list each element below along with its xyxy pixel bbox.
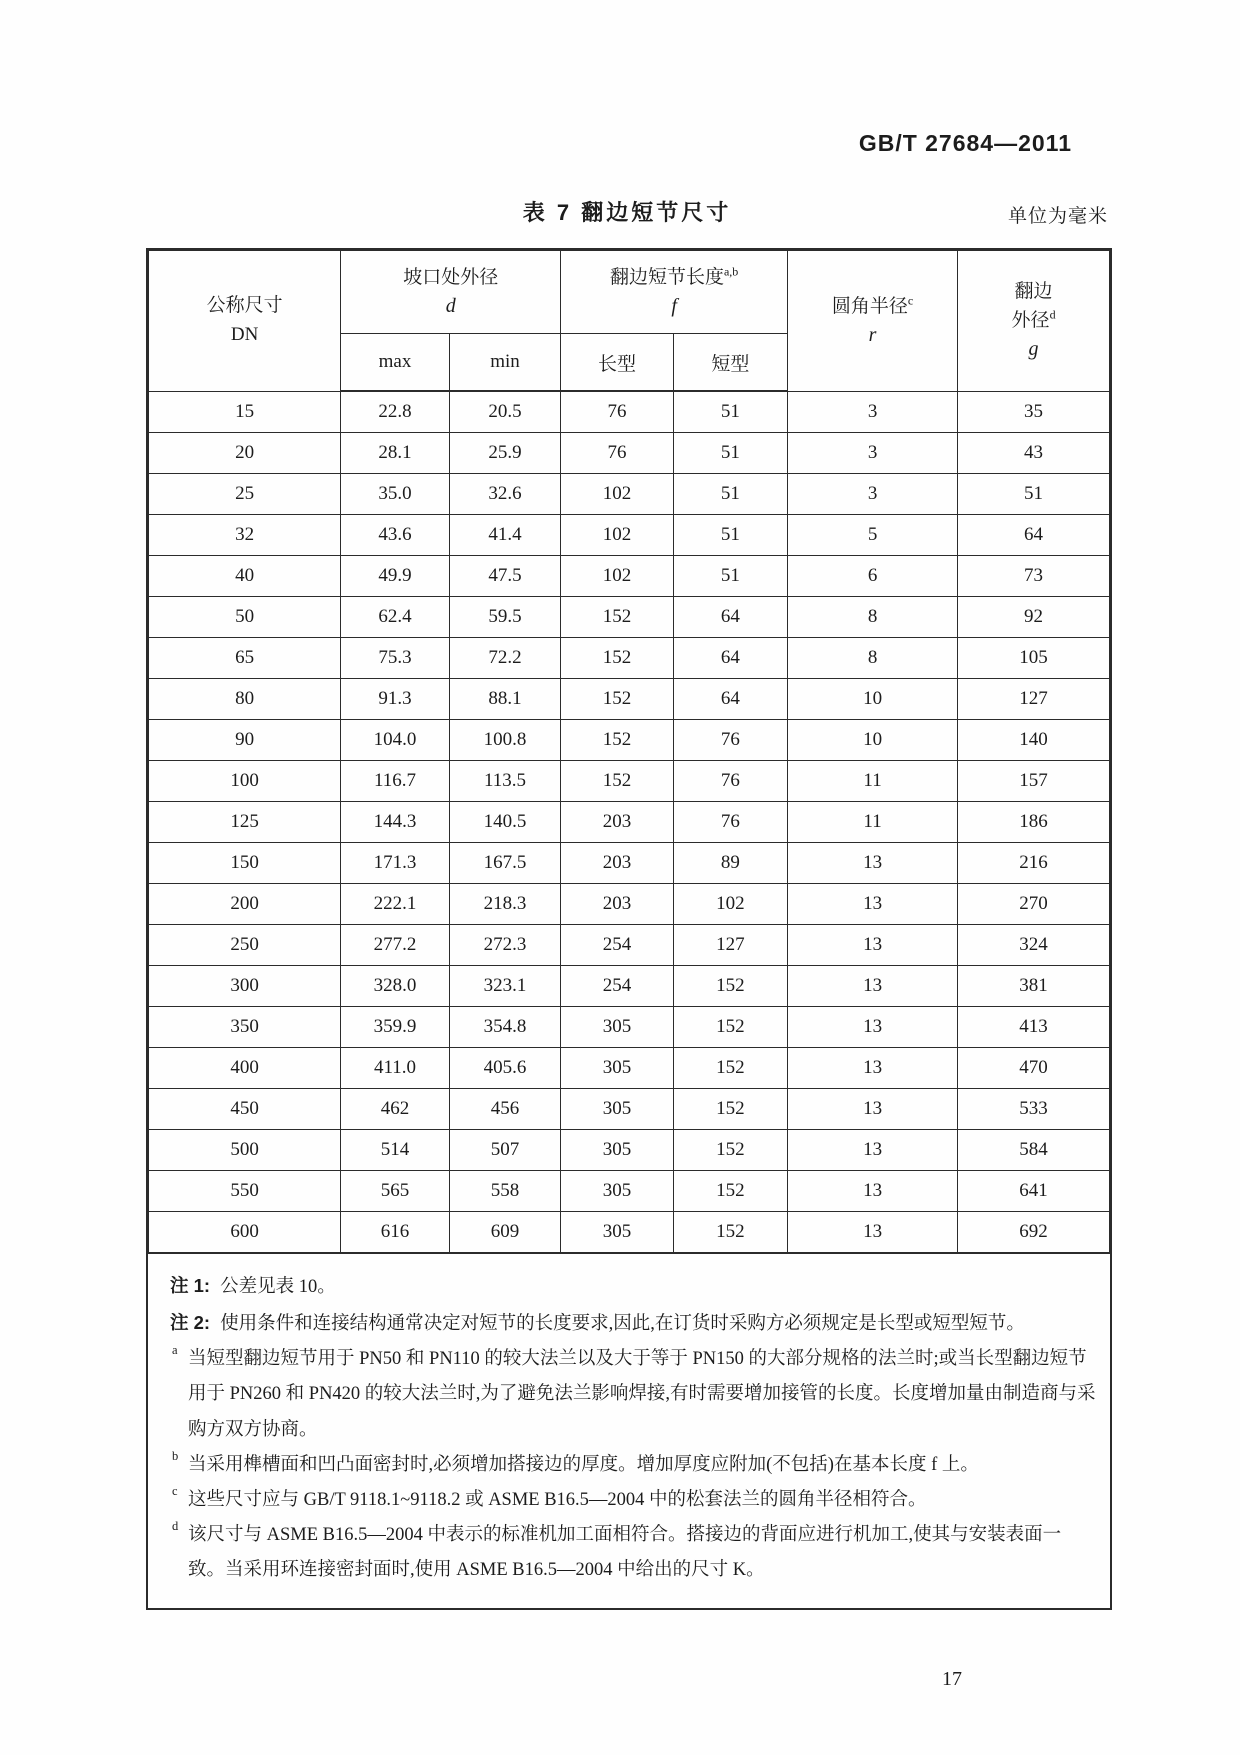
table-cell: 203 <box>561 802 673 843</box>
table-cell: 203 <box>561 884 673 925</box>
table-cell: 43.6 <box>341 515 450 556</box>
note-marker: d <box>172 1518 179 1533</box>
subheader-min: min <box>449 334 560 392</box>
table-cell: 91.3 <box>341 679 450 720</box>
table-cell: 405.6 <box>449 1048 560 1089</box>
table-cell: 113.5 <box>449 761 560 802</box>
table-row <box>149 1171 1110 1212</box>
table-cell: 305 <box>561 1007 673 1048</box>
table-row <box>149 884 1110 925</box>
table-cell: 10 <box>788 679 958 720</box>
table-cell: 47.5 <box>449 556 560 597</box>
table-cell: 51 <box>673 515 787 556</box>
table-cell: 323.1 <box>449 966 560 1007</box>
table-cell: 3 <box>788 433 958 474</box>
table-cell: 3 <box>788 391 958 433</box>
table-cell: 13 <box>788 1007 958 1048</box>
table-cell: 51 <box>673 474 787 515</box>
table-cell: 13 <box>788 1089 958 1130</box>
table-cell: 35 <box>958 391 1110 433</box>
table-row <box>149 474 1110 515</box>
table-cell: 324 <box>958 925 1110 966</box>
table-note <box>170 1518 1096 1588</box>
table-row <box>149 761 1110 802</box>
table-row <box>149 1048 1110 1089</box>
table-cell: 171.3 <box>341 843 450 884</box>
table-cell: 20 <box>149 433 341 474</box>
table-cell: 584 <box>958 1130 1110 1171</box>
col-header-groove-od: 坡口处外径 d <box>341 251 561 334</box>
table-cell: 254 <box>561 925 673 966</box>
footnote-ref-c: c <box>907 293 914 308</box>
table-cell: 152 <box>673 1007 787 1048</box>
subheader-max: max <box>341 334 450 392</box>
table-cell: 152 <box>673 966 787 1007</box>
table-cell: 456 <box>449 1089 560 1130</box>
table-cell: 277.2 <box>341 925 450 966</box>
table-cell: 10 <box>788 720 958 761</box>
table-cell: 152 <box>673 1089 787 1130</box>
table-cell: 328.0 <box>341 966 450 1007</box>
table-notes <box>148 1253 1110 1608</box>
table-cell: 462 <box>341 1089 450 1130</box>
table-header <box>149 251 1110 392</box>
table-cell: 558 <box>449 1171 560 1212</box>
table-cell: 152 <box>561 638 673 679</box>
table-cell: 203 <box>561 843 673 884</box>
table-cell: 254 <box>561 966 673 1007</box>
table-caption-row <box>146 196 1108 230</box>
table-cell: 305 <box>561 1130 673 1171</box>
table-cell: 152 <box>561 720 673 761</box>
table-row <box>149 720 1110 761</box>
note-marker: 注 2: <box>170 1312 211 1334</box>
footnote-ref-ab: a,b <box>723 264 739 279</box>
table-cell: 218.3 <box>449 884 560 925</box>
table-cell: 64 <box>673 638 787 679</box>
table-cell: 152 <box>673 1130 787 1171</box>
table-cell: 90 <box>149 720 341 761</box>
table-cell: 200 <box>149 884 341 925</box>
table-cell: 300 <box>149 966 341 1007</box>
table-cell: 216 <box>958 843 1110 884</box>
table-cell: 514 <box>341 1130 450 1171</box>
table-cell: 51 <box>673 433 787 474</box>
table-cell: 305 <box>561 1089 673 1130</box>
table-cell: 359.9 <box>341 1007 450 1048</box>
table-cell: 152 <box>673 1212 787 1253</box>
table-cell: 11 <box>788 802 958 843</box>
table-cell: 102 <box>561 515 673 556</box>
table-row <box>149 1212 1110 1253</box>
table-cell: 41.4 <box>449 515 560 556</box>
col-header-stub-length: 翻边短节长度$^{a,b}$ f <box>561 251 788 334</box>
table-cell: 102 <box>561 474 673 515</box>
table-cell: 305 <box>561 1171 673 1212</box>
table-row <box>149 1007 1110 1048</box>
table-cell: 76 <box>561 391 673 433</box>
table-cell: 51 <box>673 391 787 433</box>
table-cell: 152 <box>673 1171 787 1212</box>
table-row <box>149 925 1110 966</box>
table-cell: 127 <box>673 925 787 966</box>
standard-number: GB/T 27684—2011 <box>858 130 1072 156</box>
table-cell: 25 <box>149 474 341 515</box>
table-note <box>170 1305 1096 1342</box>
col-header-dn: 公称尺寸 DN <box>149 251 341 392</box>
note-text: 使用条件和连接结构通常决定对短节的长度要求,因此,在订货时采购方必须规定是长型或短型短节。 <box>220 1314 1025 1335</box>
table-cell: 533 <box>958 1089 1110 1130</box>
table-cell: 25.9 <box>449 433 560 474</box>
table-cell: 125 <box>149 802 341 843</box>
table-cell: 40 <box>149 556 341 597</box>
table-cell: 305 <box>561 1048 673 1089</box>
table-cell: 507 <box>449 1130 560 1171</box>
table-cell: 20.5 <box>449 391 560 433</box>
table-cell: 13 <box>788 843 958 884</box>
table-cell: 102 <box>561 556 673 597</box>
table-cell: 150 <box>149 843 341 884</box>
table-cell: 450 <box>149 1089 341 1130</box>
table-cell: 64 <box>673 679 787 720</box>
table-cell: 616 <box>341 1212 450 1253</box>
table-cell: 100.8 <box>449 720 560 761</box>
table-cell: 76 <box>673 761 787 802</box>
table-cell: 28.1 <box>341 433 450 474</box>
note-text: 该尺寸与 ASME B16.5—2004 中表示的标准机加工面相符合。搭接边的背面应进行机加工,使其与安装表面一致。当采用环连接密封面时,使用 ASME B16.5—2004 中给出的尺寸 K。 <box>188 1524 1062 1581</box>
table-cell: 88.1 <box>449 679 560 720</box>
table-cell: 354.8 <box>449 1007 560 1048</box>
table-cell: 140 <box>958 720 1110 761</box>
table-note <box>170 1342 1096 1447</box>
table-cell: 105 <box>958 638 1110 679</box>
table-cell: 413 <box>958 1007 1110 1048</box>
table-row <box>149 802 1110 843</box>
col-header-flange-od: 翻边 外径$^d$ g <box>958 251 1110 392</box>
table-cell: 270 <box>958 884 1110 925</box>
footnote-ref-d: d <box>1049 307 1056 322</box>
table-cell: 13 <box>788 1212 958 1253</box>
table-cell: 152 <box>673 1048 787 1089</box>
table-body <box>149 391 1110 1253</box>
note-text: 当采用榫槽面和凹凸面密封时,必须增加搭接边的厚度。增加厚度应附加(不包括)在基本长度 f 上。 <box>188 1454 979 1475</box>
table-cell: 62.4 <box>341 597 450 638</box>
table-cell: 11 <box>788 761 958 802</box>
subheader-short-type: 短型 <box>673 334 787 392</box>
table-cell: 500 <box>149 1130 341 1171</box>
table-cell: 157 <box>958 761 1110 802</box>
table-cell: 59.5 <box>449 597 560 638</box>
table-cell: 92 <box>958 597 1110 638</box>
table-cell: 65 <box>149 638 341 679</box>
table-cell: 152 <box>561 597 673 638</box>
table-cell: 64 <box>958 515 1110 556</box>
note-marker: a <box>172 1343 178 1358</box>
table-row <box>149 391 1110 433</box>
table-cell: 32.6 <box>449 474 560 515</box>
table-cell: 75.3 <box>341 638 450 679</box>
table-row <box>149 1089 1110 1130</box>
table-cell: 350 <box>149 1007 341 1048</box>
dimension-table-frame <box>146 248 1112 1610</box>
note-text: 当短型翻边短节用于 PN50 和 PN110 的较大法兰以及大于等于 PN150 的大部分规格的法兰时;或当长型翻边短节用于 PN260 和 PN420 的较大法兰时,为了避免法兰影响焊接,有时需要增加接管的长度。长度增加量由制造商与采购方双方协商。 <box>188 1349 1096 1440</box>
dimension-table <box>148 250 1110 1253</box>
table-cell: 80 <box>149 679 341 720</box>
table-cell: 411.0 <box>341 1048 450 1089</box>
table-cell: 15 <box>149 391 341 433</box>
table-cell: 64 <box>673 597 787 638</box>
table-note <box>170 1483 1096 1518</box>
table-cell: 76 <box>673 802 787 843</box>
table-cell: 8 <box>788 597 958 638</box>
unit-note: 单位为毫米 <box>1007 206 1108 227</box>
table-cell: 272.3 <box>449 925 560 966</box>
table-cell: 5 <box>788 515 958 556</box>
note-text: 公差见表 10。 <box>220 1277 336 1297</box>
table-cell: 305 <box>561 1212 673 1253</box>
table-cell: 22.8 <box>341 391 450 433</box>
note-marker: b <box>172 1448 179 1463</box>
table-cell: 144.3 <box>341 802 450 843</box>
table-cell: 250 <box>149 925 341 966</box>
col-header-fillet-radius: 圆角半径$^c$ r <box>788 251 958 392</box>
table-cell: 104.0 <box>341 720 450 761</box>
table-cell: 13 <box>788 1048 958 1089</box>
table-cell: 13 <box>788 884 958 925</box>
table-cell: 140.5 <box>449 802 560 843</box>
table-note <box>170 1268 1096 1305</box>
table-cell: 76 <box>673 720 787 761</box>
table-cell: 73 <box>958 556 1110 597</box>
table-row <box>149 556 1110 597</box>
table-cell: 32 <box>149 515 341 556</box>
note-text: 这些尺寸应与 GB/T 9118.1~9118.2 或 ASME B16.5—2004 中的松套法兰的圆角半径相符合。 <box>188 1489 927 1510</box>
table-row <box>149 966 1110 1007</box>
table-row <box>149 638 1110 679</box>
table-cell: 641 <box>958 1171 1110 1212</box>
table-cell: 116.7 <box>341 761 450 802</box>
table-cell: 13 <box>788 1171 958 1212</box>
table-cell: 8 <box>788 638 958 679</box>
table-cell: 222.1 <box>341 884 450 925</box>
table-cell: 470 <box>958 1048 1110 1089</box>
table-cell: 43 <box>958 433 1110 474</box>
table-cell: 609 <box>449 1212 560 1253</box>
table-cell: 167.5 <box>449 843 560 884</box>
table-row <box>149 597 1110 638</box>
table-cell: 13 <box>788 925 958 966</box>
table-cell: 400 <box>149 1048 341 1089</box>
table-cell: 51 <box>958 474 1110 515</box>
subheader-long-type: 长型 <box>561 334 673 392</box>
table-row <box>149 843 1110 884</box>
table-note <box>170 1448 1096 1483</box>
table-cell: 550 <box>149 1171 341 1212</box>
table-cell: 50 <box>149 597 341 638</box>
table-cell: 89 <box>673 843 787 884</box>
table-row <box>149 515 1110 556</box>
table-cell: 13 <box>788 1130 958 1171</box>
table-cell: 152 <box>561 761 673 802</box>
table-cell: 51 <box>673 556 787 597</box>
table-cell: 102 <box>673 884 787 925</box>
table-cell: 76 <box>561 433 673 474</box>
table-row <box>149 1130 1110 1171</box>
table-cell: 186 <box>958 802 1110 843</box>
page-number: 17 <box>942 1668 962 1690</box>
table-cell: 600 <box>149 1212 341 1253</box>
table-cell: 100 <box>149 761 341 802</box>
table-cell: 13 <box>788 966 958 1007</box>
table-cell: 3 <box>788 474 958 515</box>
table-row <box>149 679 1110 720</box>
table-cell: 565 <box>341 1171 450 1212</box>
note-marker: c <box>172 1483 178 1498</box>
table-title: 表 7 翻边短节尺寸 <box>522 200 732 225</box>
table-cell: 72.2 <box>449 638 560 679</box>
table-cell: 381 <box>958 966 1110 1007</box>
note-marker: 注 1: <box>170 1275 211 1296</box>
table-row <box>149 433 1110 474</box>
table-cell: 35.0 <box>341 474 450 515</box>
table-cell: 6 <box>788 556 958 597</box>
table-cell: 692 <box>958 1212 1110 1253</box>
table-cell: 127 <box>958 679 1110 720</box>
table-cell: 152 <box>561 679 673 720</box>
table-cell: 49.9 <box>341 556 450 597</box>
